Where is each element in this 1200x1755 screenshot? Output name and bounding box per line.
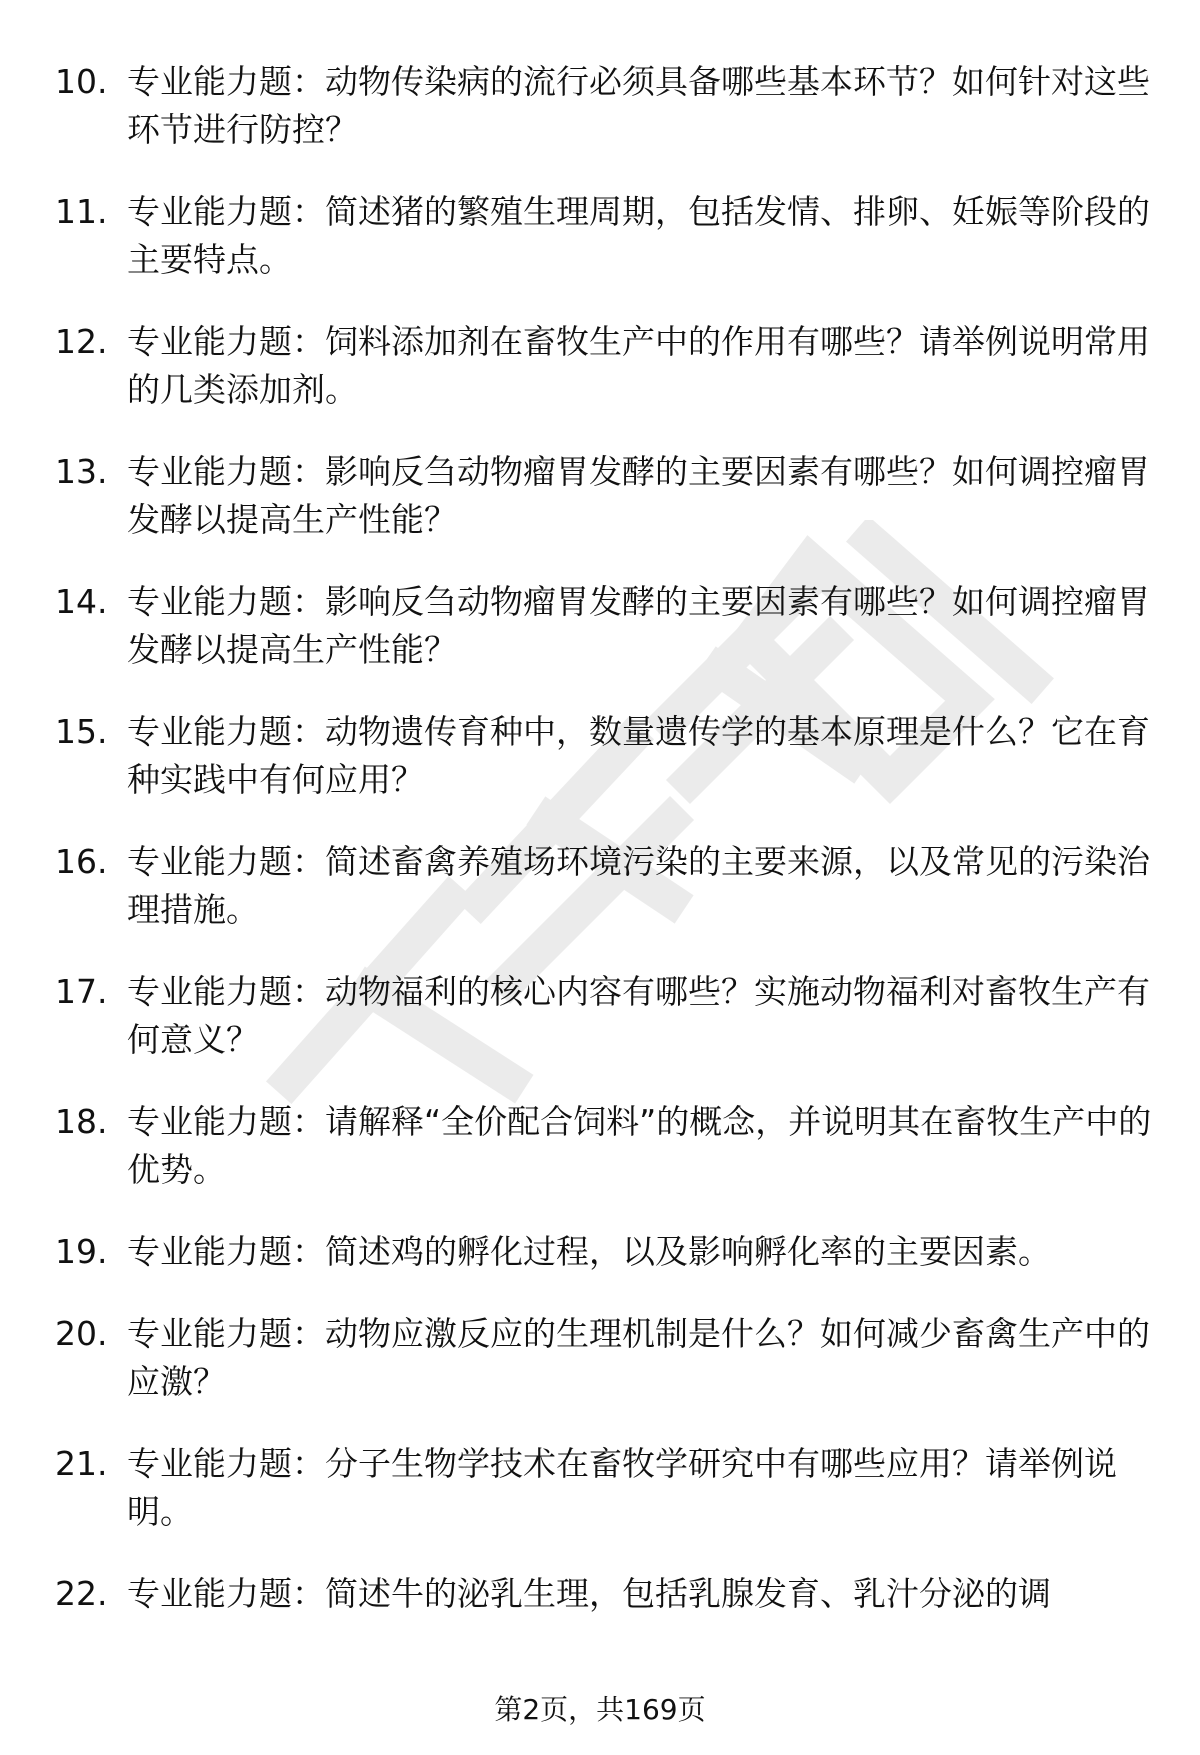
question-item (55, 1570, 1155, 1618)
question-number: 15. (55, 712, 108, 751)
question-item (55, 1228, 1155, 1276)
question-number: 22. (55, 1574, 108, 1613)
question-text: 专业能力题：分子生物学技术在畜牧学研究中有哪些应用？请举例说明。 (127, 1444, 1117, 1531)
question-item (55, 318, 1155, 414)
question-number: 10. (55, 62, 108, 101)
question-text: 专业能力题：影响反刍动物瘤胃发酵的主要因素有哪些？如何调控瘤胃发酵以提高生产性能？ (127, 582, 1150, 669)
question-item (55, 1440, 1155, 1536)
question-text: 专业能力题：简述牛的泌乳生理，包括乳腺发育、乳汁分泌的调 (127, 1574, 1051, 1613)
page-footer: 第2页，共169页 (494, 1693, 706, 1726)
question-item (55, 188, 1155, 284)
question-text: 专业能力题：动物福利的核心内容有哪些？实施动物福利对畜牧生产有何意义？ (127, 972, 1150, 1059)
question-item (55, 58, 1155, 154)
question-item (55, 838, 1155, 934)
question-number: 11. (55, 192, 108, 231)
question-item (55, 1310, 1155, 1406)
question-text: 专业能力题：动物遗传育种中，数量遗传学的基本原理是什么？它在育种实践中有何应用？ (127, 712, 1150, 799)
question-number: 14. (55, 582, 108, 621)
question-number: 21. (55, 1444, 108, 1483)
question-text: 专业能力题：动物传染病的流行必须具备哪些基本环节？如何针对这些环节进行防控？ (127, 62, 1150, 149)
question-text: 专业能力题：影响反刍动物瘤胃发酵的主要因素有哪些？如何调控瘤胃发酵以提高生产性能？ (127, 452, 1150, 539)
question-number: 12. (55, 322, 108, 361)
question-number: 13. (55, 452, 108, 491)
question-number: 17. (55, 972, 108, 1011)
question-item (55, 968, 1155, 1064)
question-text: 专业能力题：请解释“全价配合饲料”的概念，并说明其在畜牧生产中的优势。 (127, 1102, 1152, 1189)
question-list (55, 58, 1155, 1652)
question-number: 18. (55, 1102, 108, 1141)
question-number: 20. (55, 1314, 108, 1353)
question-item (55, 708, 1155, 804)
question-item (55, 448, 1155, 544)
question-text: 专业能力题：简述畜禽养殖场环境污染的主要来源，以及常见的污染治理措施。 (127, 842, 1150, 929)
question-item (55, 1098, 1155, 1194)
question-text: 专业能力题：简述猪的繁殖生理周期，包括发情、排卵、妊娠等阶段的主要特点。 (127, 192, 1150, 279)
question-text: 专业能力题：动物应激反应的生理机制是什么？如何减少畜禽生产中的应激？ (127, 1314, 1150, 1401)
question-number: 19. (55, 1232, 108, 1271)
question-item (55, 578, 1155, 674)
question-text: 专业能力题：饲料添加剂在畜牧生产中的作用有哪些？请举例说明常用的几类添加剂。 (127, 322, 1150, 409)
question-text: 专业能力题：简述鸡的孵化过程，以及影响孵化率的主要因素。 (127, 1232, 1051, 1271)
question-number: 16. (55, 842, 108, 881)
